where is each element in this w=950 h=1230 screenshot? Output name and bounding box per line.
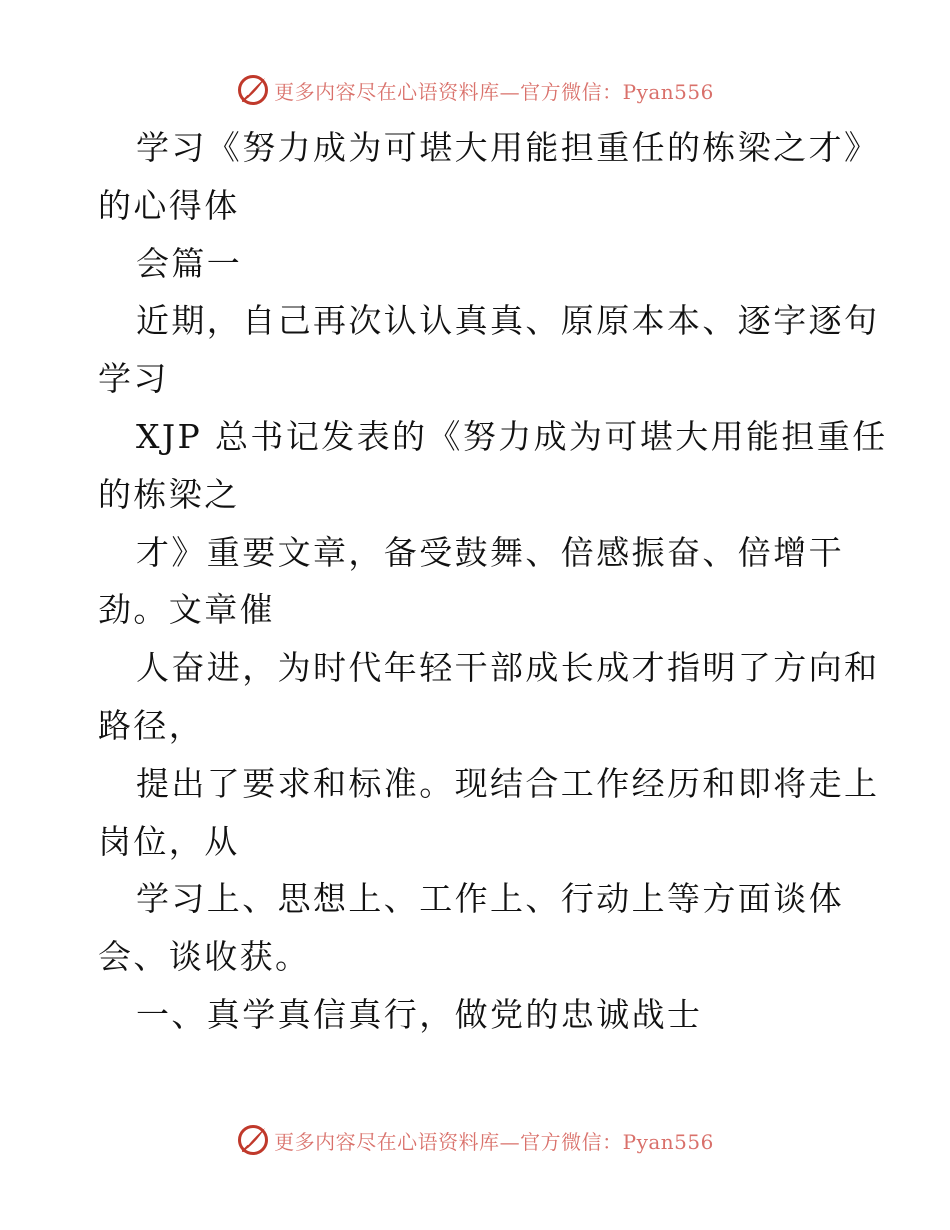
paragraph-line: 的栋梁之: [98, 474, 240, 514]
paragraph-line: 才》重要文章，备受鼓舞、倍感振奋、倍增干: [136, 532, 844, 572]
paragraph-line: 劲。文章催: [98, 590, 275, 630]
watermark-text: 更多内容尽在心语资料库—官方微信：Pyan556: [274, 1129, 714, 1154]
paragraph-line: 岗位，从: [98, 821, 240, 861]
paragraph-line: 路径，: [98, 705, 205, 745]
paragraph-line: 提出了要求和标准。现结合工作经历和即将走上: [136, 763, 880, 803]
watermark-header: [0, 68, 950, 112]
section-heading: 一、真学真信真行，做党的忠诚战士: [136, 994, 703, 1034]
watermark-footer: [0, 1118, 950, 1162]
title-line-1: 学习《努力成为可堪大用能担重任的栋梁之才》: [136, 128, 880, 167]
title-line-3: 会篇一: [136, 243, 243, 283]
paragraph-line: 学习: [98, 359, 169, 399]
watermark-text: 更多内容尽在心语资料库—官方微信：Pyan556: [274, 79, 714, 104]
paragraph-line: 学习上、思想上、工作上、行动上等方面谈体: [136, 879, 844, 919]
paragraph-line: 人奋进，为时代年轻干部成长成才指明了方向和: [136, 648, 880, 688]
document-body: [98, 119, 888, 1044]
title-line-2: 的心得体: [98, 185, 240, 225]
paragraph-line: XJP 总书记发表的《努力成为可堪大用能担重任: [136, 416, 888, 456]
paragraph-line: 会、谈收获。: [98, 937, 311, 977]
quill-logo-icon: [236, 1123, 270, 1157]
paragraph-line: 近期，自己再次认认真真、原原本本、逐字逐句: [136, 301, 880, 341]
quill-logo-icon: [236, 73, 270, 107]
